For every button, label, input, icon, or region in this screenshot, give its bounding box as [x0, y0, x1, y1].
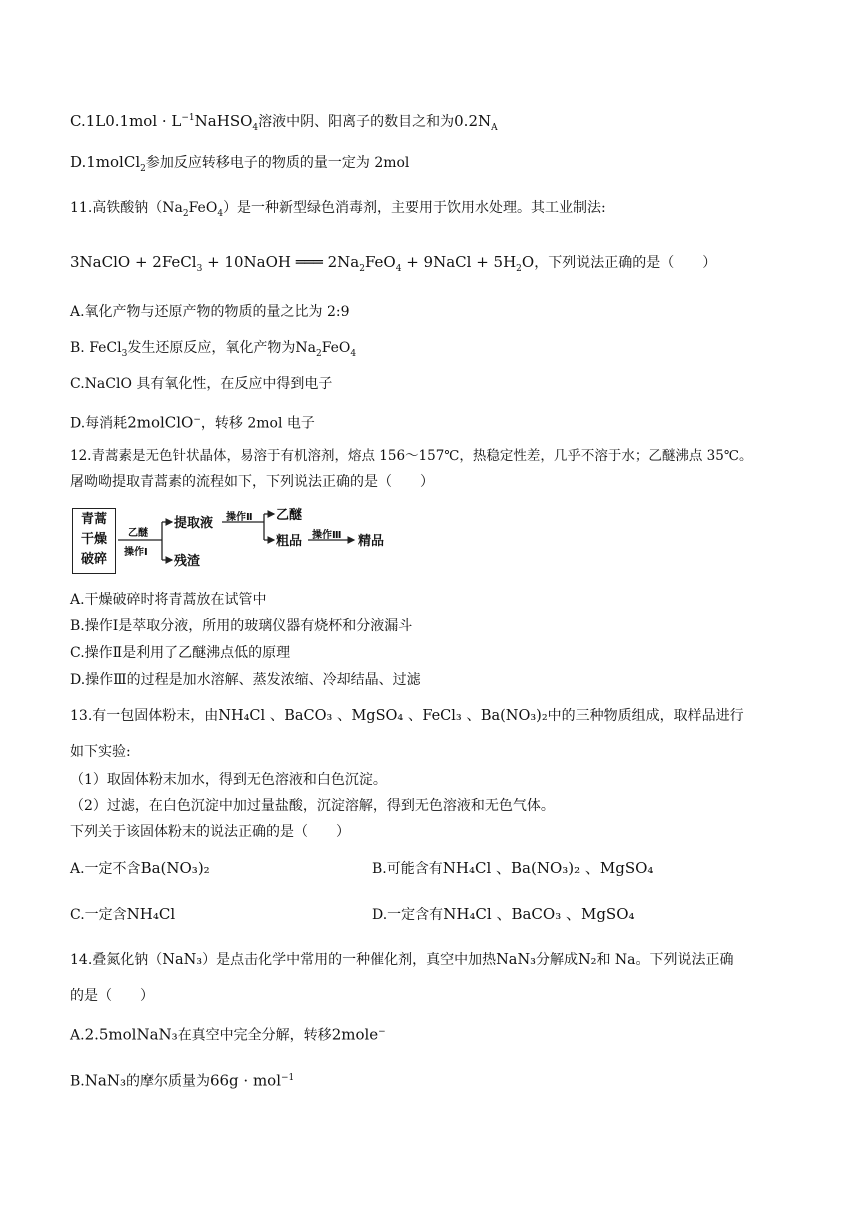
q14-stem-line2: 的是（ ）: [70, 988, 154, 1004]
q14-option-b: B.NaN₃的摩尔质量为66g · mol$^{-1}$: [70, 1071, 295, 1090]
q12-option-c: C.操作Ⅱ是利用了乙醚沸点低的原理: [70, 645, 291, 661]
q13-question: 下列关于该固体粉末的说法正确的是（ ）: [70, 824, 350, 840]
q14-stem: 14.叠氮化钠（NaN₃）是点击化学中常用的一种催化剂，真空中加热NaN₃分解成N₂和 Na。下列说法正确: [70, 952, 734, 968]
q13-stem: 13.有一包固体粉末，由NH₄Cl 、BaCO₃ 、MgSO₄ 、FeCl₃ 、Ba(NO₃)₂中的三种物质组成，取样品进行: [70, 708, 744, 724]
q10-option-d: D.1molCl$_2$参加反应转移电子的物质的量一定为 2mol: [70, 153, 410, 174]
q13-experiment-1: （1）取固体粉末加水，得到无色溶液和白色沉淀。: [70, 772, 387, 788]
flow-solvent-label: 乙醚: [128, 528, 148, 539]
flow-residue: 残渣: [174, 554, 201, 569]
q12-stem-line2: 屠呦呦提取青蒿素的流程如下，下列说法正确的是（ ）: [70, 474, 434, 490]
flow-fine: 精品: [358, 534, 385, 549]
q12-stem-line1: 12.青蒿素是无色针状晶体，易溶于有机溶剂，熔点 156～157℃，热稳定性差，几乎不溶于水；乙醚沸点 35℃。: [70, 448, 753, 464]
q12-option-d: D.操作Ⅲ的过程是加水溶解、蒸发浓缩、冷却结晶、过滤: [70, 672, 421, 688]
flow-extract: 提取液: [174, 516, 214, 531]
q11-option-a: A.氧化产物与还原产物的物质的量之比为 2:9: [70, 304, 350, 320]
q11-option-c: C.NaClO 具有氧化性，在反应中得到电子: [70, 376, 333, 392]
extraction-flowchart: [72, 508, 402, 580]
q13-experiment-2: （2）过滤，在白色沉淀中加过量盐酸，沉淀溶解，得到无色溶液和无色气体。: [70, 798, 555, 814]
q11-option-d: D.每消耗2molClO−，转移 2mol 电子: [70, 413, 315, 432]
q11-equation: 3NaClO + 2FeCl$_3$ + 10NaOH ═══ $2Na_2FeO_4$ + 9NaCl + $5H_2O$，下列说法正确的是（ ）: [70, 253, 717, 274]
q14-option-a: A.2.5molNaN₃在真空中完全分解，转移2mole−: [70, 1025, 386, 1044]
flow-op1-label: 操作Ⅰ: [124, 547, 148, 558]
flow-op3-label: 操作Ⅲ: [312, 530, 342, 541]
q10-option-c: $C.1L0.1mol \cdot L^{-1}NaHSO_4$溶液中阴、阳离子的数目之和为$0.2N_A$: [70, 112, 498, 133]
q12-option-b: B.操作Ⅰ是萃取分液，所用的玻璃仪器有烧杯和分液漏斗: [70, 618, 413, 634]
flow-op2-label: 操作Ⅱ: [226, 512, 253, 523]
q13-option-b: B.可能含有NH₄Cl 、Ba(NO₃)₂ 、MgSO₄: [372, 859, 654, 877]
q13-stem-line2: 如下实验:: [70, 744, 131, 760]
q11-option-b: B. FeCl$_3$发生还原反应，氧化产物为$Na_2FeO_4$: [70, 340, 357, 359]
flow-start-box: 青蒿 干燥 破碎: [72, 508, 116, 574]
q13-option-a: A.一定不含Ba(NO₃)₂: [70, 859, 210, 877]
q12-option-a: A.干燥破碎时将青蒿放在试管中: [70, 592, 267, 608]
flow-crude: 粗品: [276, 534, 303, 549]
q13-option-d: D.一定含有NH₄Cl 、BaCO₃ 、MgSO₄: [372, 905, 635, 923]
flow-ether: 乙醚: [276, 508, 303, 523]
q13-option-c: C.一定含NH₄Cl: [70, 905, 176, 923]
q11-stem: 11.高铁酸钠$(Na_2FeO_4)$是一种新型绿色消毒剂，主要用于饮用水处理。其工业制法:: [70, 200, 606, 219]
